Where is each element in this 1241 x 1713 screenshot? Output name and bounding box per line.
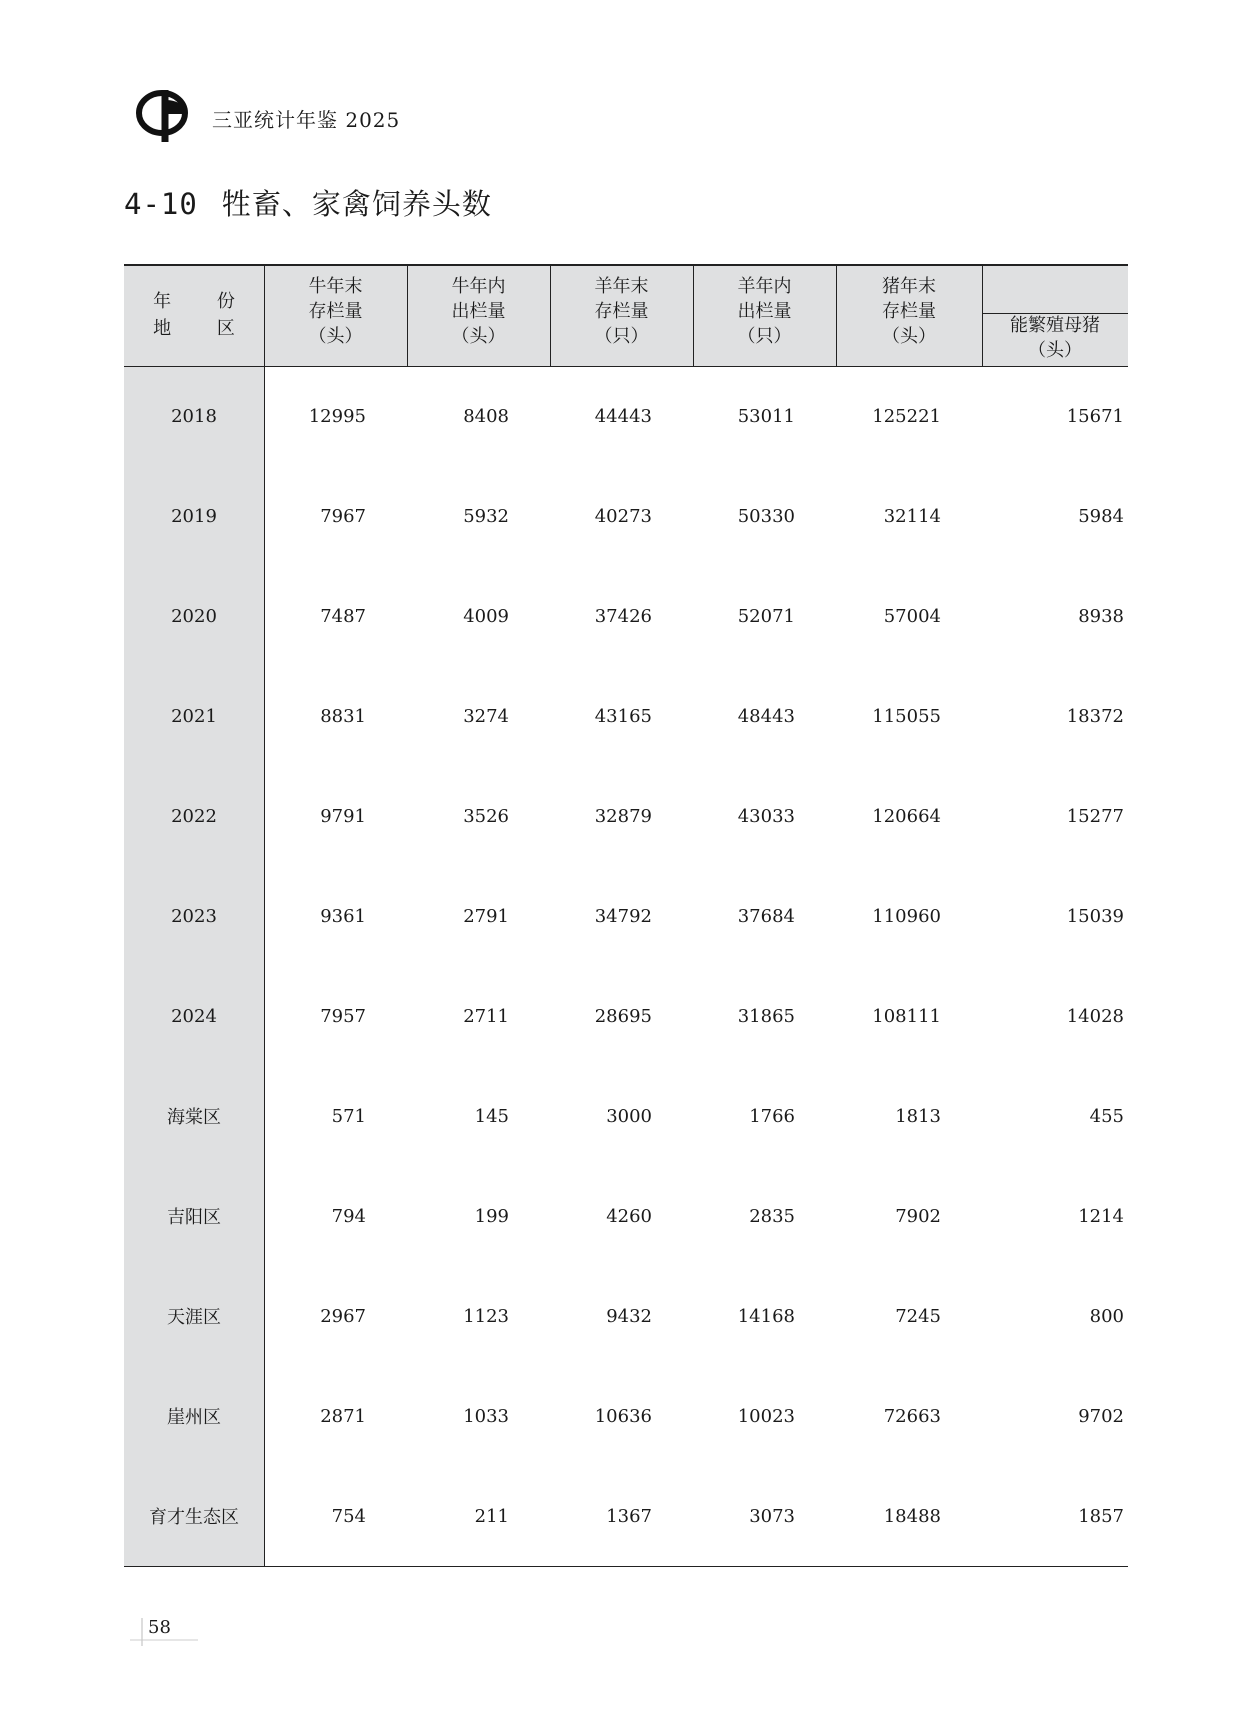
column-header-sheep-stock bbox=[550, 274, 693, 349]
table-number: 4-10 bbox=[124, 187, 198, 221]
table-row bbox=[124, 966, 1128, 1066]
column-header-line: 羊年末 bbox=[594, 276, 649, 297]
table-cell: 120664 bbox=[872, 805, 941, 827]
table-cell: 10636 bbox=[594, 1405, 652, 1427]
table-cell: 9432 bbox=[606, 1305, 652, 1327]
table-cell: 28695 bbox=[594, 1005, 652, 1027]
stub-header-line: 年 份 bbox=[153, 291, 255, 312]
table-cell: 9791 bbox=[320, 805, 366, 827]
table-cell: 4260 bbox=[606, 1205, 652, 1227]
table-cell: 754 bbox=[331, 1505, 366, 1527]
column-header-line: 存栏量 bbox=[594, 301, 649, 322]
table-cell: 455 bbox=[1089, 1105, 1124, 1127]
table-cell: 1367 bbox=[606, 1505, 652, 1527]
column-header-line: 存栏量 bbox=[308, 301, 363, 322]
table-name: 牲畜、家禽饲养头数 bbox=[221, 187, 492, 221]
table-cell: 3274 bbox=[463, 705, 509, 727]
table-row bbox=[124, 466, 1128, 566]
yearbook-logo-icon bbox=[135, 84, 195, 144]
table-cell: 18488 bbox=[883, 1505, 941, 1527]
row-label: 2024 bbox=[171, 1005, 217, 1027]
column-header-unit: （只） bbox=[737, 326, 792, 347]
table-cell: 2871 bbox=[320, 1405, 366, 1427]
table-cell: 8938 bbox=[1078, 605, 1124, 627]
column-header-line: 出栏量 bbox=[737, 301, 792, 322]
column-header-line: 能繁殖母猪 bbox=[1010, 315, 1100, 336]
table-cell: 14168 bbox=[737, 1305, 795, 1327]
table-cell: 1214 bbox=[1078, 1205, 1124, 1227]
table-cell: 5932 bbox=[463, 505, 509, 527]
row-label: 育才生态区 bbox=[149, 1507, 239, 1528]
table-cell: 52071 bbox=[737, 605, 795, 627]
table-cell: 15671 bbox=[1066, 405, 1124, 427]
table-cell: 43033 bbox=[737, 805, 795, 827]
table-cell: 1033 bbox=[463, 1405, 509, 1427]
column-header-unit: （头） bbox=[451, 326, 506, 347]
row-label: 2018 bbox=[171, 405, 217, 427]
table-cell: 32879 bbox=[594, 805, 652, 827]
table-cell: 31865 bbox=[737, 1005, 795, 1027]
table-cell: 37426 bbox=[594, 605, 652, 627]
table-cell: 108111 bbox=[872, 1005, 941, 1027]
row-label: 崖州区 bbox=[167, 1407, 221, 1428]
table-cell: 1857 bbox=[1078, 1505, 1124, 1527]
row-label: 2020 bbox=[171, 605, 217, 627]
column-header-line: 猪年末 bbox=[882, 276, 936, 297]
table-cell: 9702 bbox=[1078, 1405, 1124, 1427]
table-cell: 115055 bbox=[872, 705, 941, 727]
column-header-line: 存栏量 bbox=[882, 301, 936, 322]
table-row bbox=[124, 666, 1128, 766]
table-cell: 3526 bbox=[463, 805, 509, 827]
stub-header bbox=[124, 288, 264, 342]
column-header-pig-stock bbox=[836, 274, 982, 349]
table-cell: 7245 bbox=[895, 1305, 941, 1327]
table-cell: 7967 bbox=[320, 505, 366, 527]
column-header-unit: （只） bbox=[594, 326, 649, 347]
table-cell: 40273 bbox=[594, 505, 652, 527]
table-bottom-rule bbox=[124, 1566, 1128, 1567]
table-cell: 3000 bbox=[606, 1105, 652, 1127]
column-header-unit: （头） bbox=[1028, 340, 1082, 361]
table-cell: 15277 bbox=[1066, 805, 1124, 827]
table-cell: 34792 bbox=[594, 905, 652, 927]
column-header-line: 牛年末 bbox=[308, 276, 363, 297]
column-header-cattle-slaughter bbox=[407, 274, 550, 349]
row-label: 2021 bbox=[171, 705, 217, 727]
table-cell: 72663 bbox=[883, 1405, 941, 1427]
table-cell: 145 bbox=[474, 1105, 509, 1127]
table-top-rule bbox=[124, 264, 1128, 266]
table-cell: 7902 bbox=[895, 1205, 941, 1227]
table-row bbox=[124, 1266, 1128, 1366]
table-cell: 8831 bbox=[320, 705, 366, 727]
table-row bbox=[124, 1166, 1128, 1266]
table-cell: 50330 bbox=[737, 505, 795, 527]
row-label: 2023 bbox=[171, 905, 217, 927]
table-cell: 7957 bbox=[320, 1005, 366, 1027]
table-cell: 2835 bbox=[749, 1205, 795, 1227]
livestock-table bbox=[124, 264, 1128, 1566]
table-cell: 571 bbox=[331, 1105, 366, 1127]
column-header-unit: （头） bbox=[882, 326, 936, 347]
table-cell: 2791 bbox=[463, 905, 509, 927]
table-cell: 12995 bbox=[308, 405, 366, 427]
table-row bbox=[124, 866, 1128, 966]
stub-header-line: 地 区 bbox=[153, 318, 255, 339]
row-label: 2022 bbox=[171, 805, 217, 827]
table-row bbox=[124, 366, 1128, 466]
table-cell: 794 bbox=[331, 1205, 366, 1227]
column-header-line: 出栏量 bbox=[451, 301, 506, 322]
table-cell: 18372 bbox=[1066, 705, 1124, 727]
table-row bbox=[124, 1066, 1128, 1166]
table-cell: 53011 bbox=[737, 405, 795, 427]
table-cell: 1813 bbox=[895, 1105, 941, 1127]
table-cell: 211 bbox=[474, 1505, 509, 1527]
table-cell: 7487 bbox=[320, 605, 366, 627]
row-label: 2019 bbox=[171, 505, 217, 527]
table-row bbox=[124, 1366, 1128, 1466]
table-cell: 1766 bbox=[749, 1105, 795, 1127]
table-cell: 37684 bbox=[737, 905, 795, 927]
table-row bbox=[124, 1466, 1128, 1566]
row-label: 吉阳区 bbox=[167, 1207, 221, 1228]
column-header-line: 羊年内 bbox=[737, 276, 792, 297]
table-cell: 3073 bbox=[749, 1505, 795, 1527]
table-cell: 125221 bbox=[872, 405, 941, 427]
table-cell: 57004 bbox=[883, 605, 941, 627]
column-header-sheep-slaughter bbox=[693, 274, 836, 349]
table-cell: 14028 bbox=[1066, 1005, 1124, 1027]
column-header-line: 牛年内 bbox=[451, 276, 506, 297]
table-title bbox=[124, 182, 492, 223]
row-label: 天涯区 bbox=[167, 1307, 221, 1328]
table-cell: 48443 bbox=[737, 705, 795, 727]
table-row bbox=[124, 566, 1128, 666]
table-cell: 110960 bbox=[872, 905, 941, 927]
table-cell: 10023 bbox=[737, 1405, 795, 1427]
column-header-breeding-sows bbox=[982, 313, 1128, 363]
table-cell: 43165 bbox=[594, 705, 652, 727]
column-header-cattle-stock bbox=[264, 274, 407, 349]
table-cell: 5984 bbox=[1078, 505, 1124, 527]
table-cell: 9361 bbox=[320, 905, 366, 927]
table-cell: 32114 bbox=[883, 505, 941, 527]
table-cell: 800 bbox=[1089, 1305, 1124, 1327]
table-cell: 8408 bbox=[463, 405, 509, 427]
book-title: 三亚统计年鉴 2025 bbox=[212, 108, 401, 132]
table-cell: 44443 bbox=[594, 405, 652, 427]
column-header-unit: （头） bbox=[308, 326, 363, 347]
row-label: 海棠区 bbox=[167, 1107, 221, 1128]
table-cell: 15039 bbox=[1066, 905, 1124, 927]
page-number: 58 bbox=[148, 1617, 171, 1638]
table-cell: 1123 bbox=[463, 1305, 509, 1327]
table-cell: 4009 bbox=[463, 605, 509, 627]
table-cell: 2967 bbox=[320, 1305, 366, 1327]
table-row bbox=[124, 766, 1128, 866]
table-cell: 2711 bbox=[463, 1005, 509, 1027]
table-cell: 199 bbox=[474, 1205, 509, 1227]
